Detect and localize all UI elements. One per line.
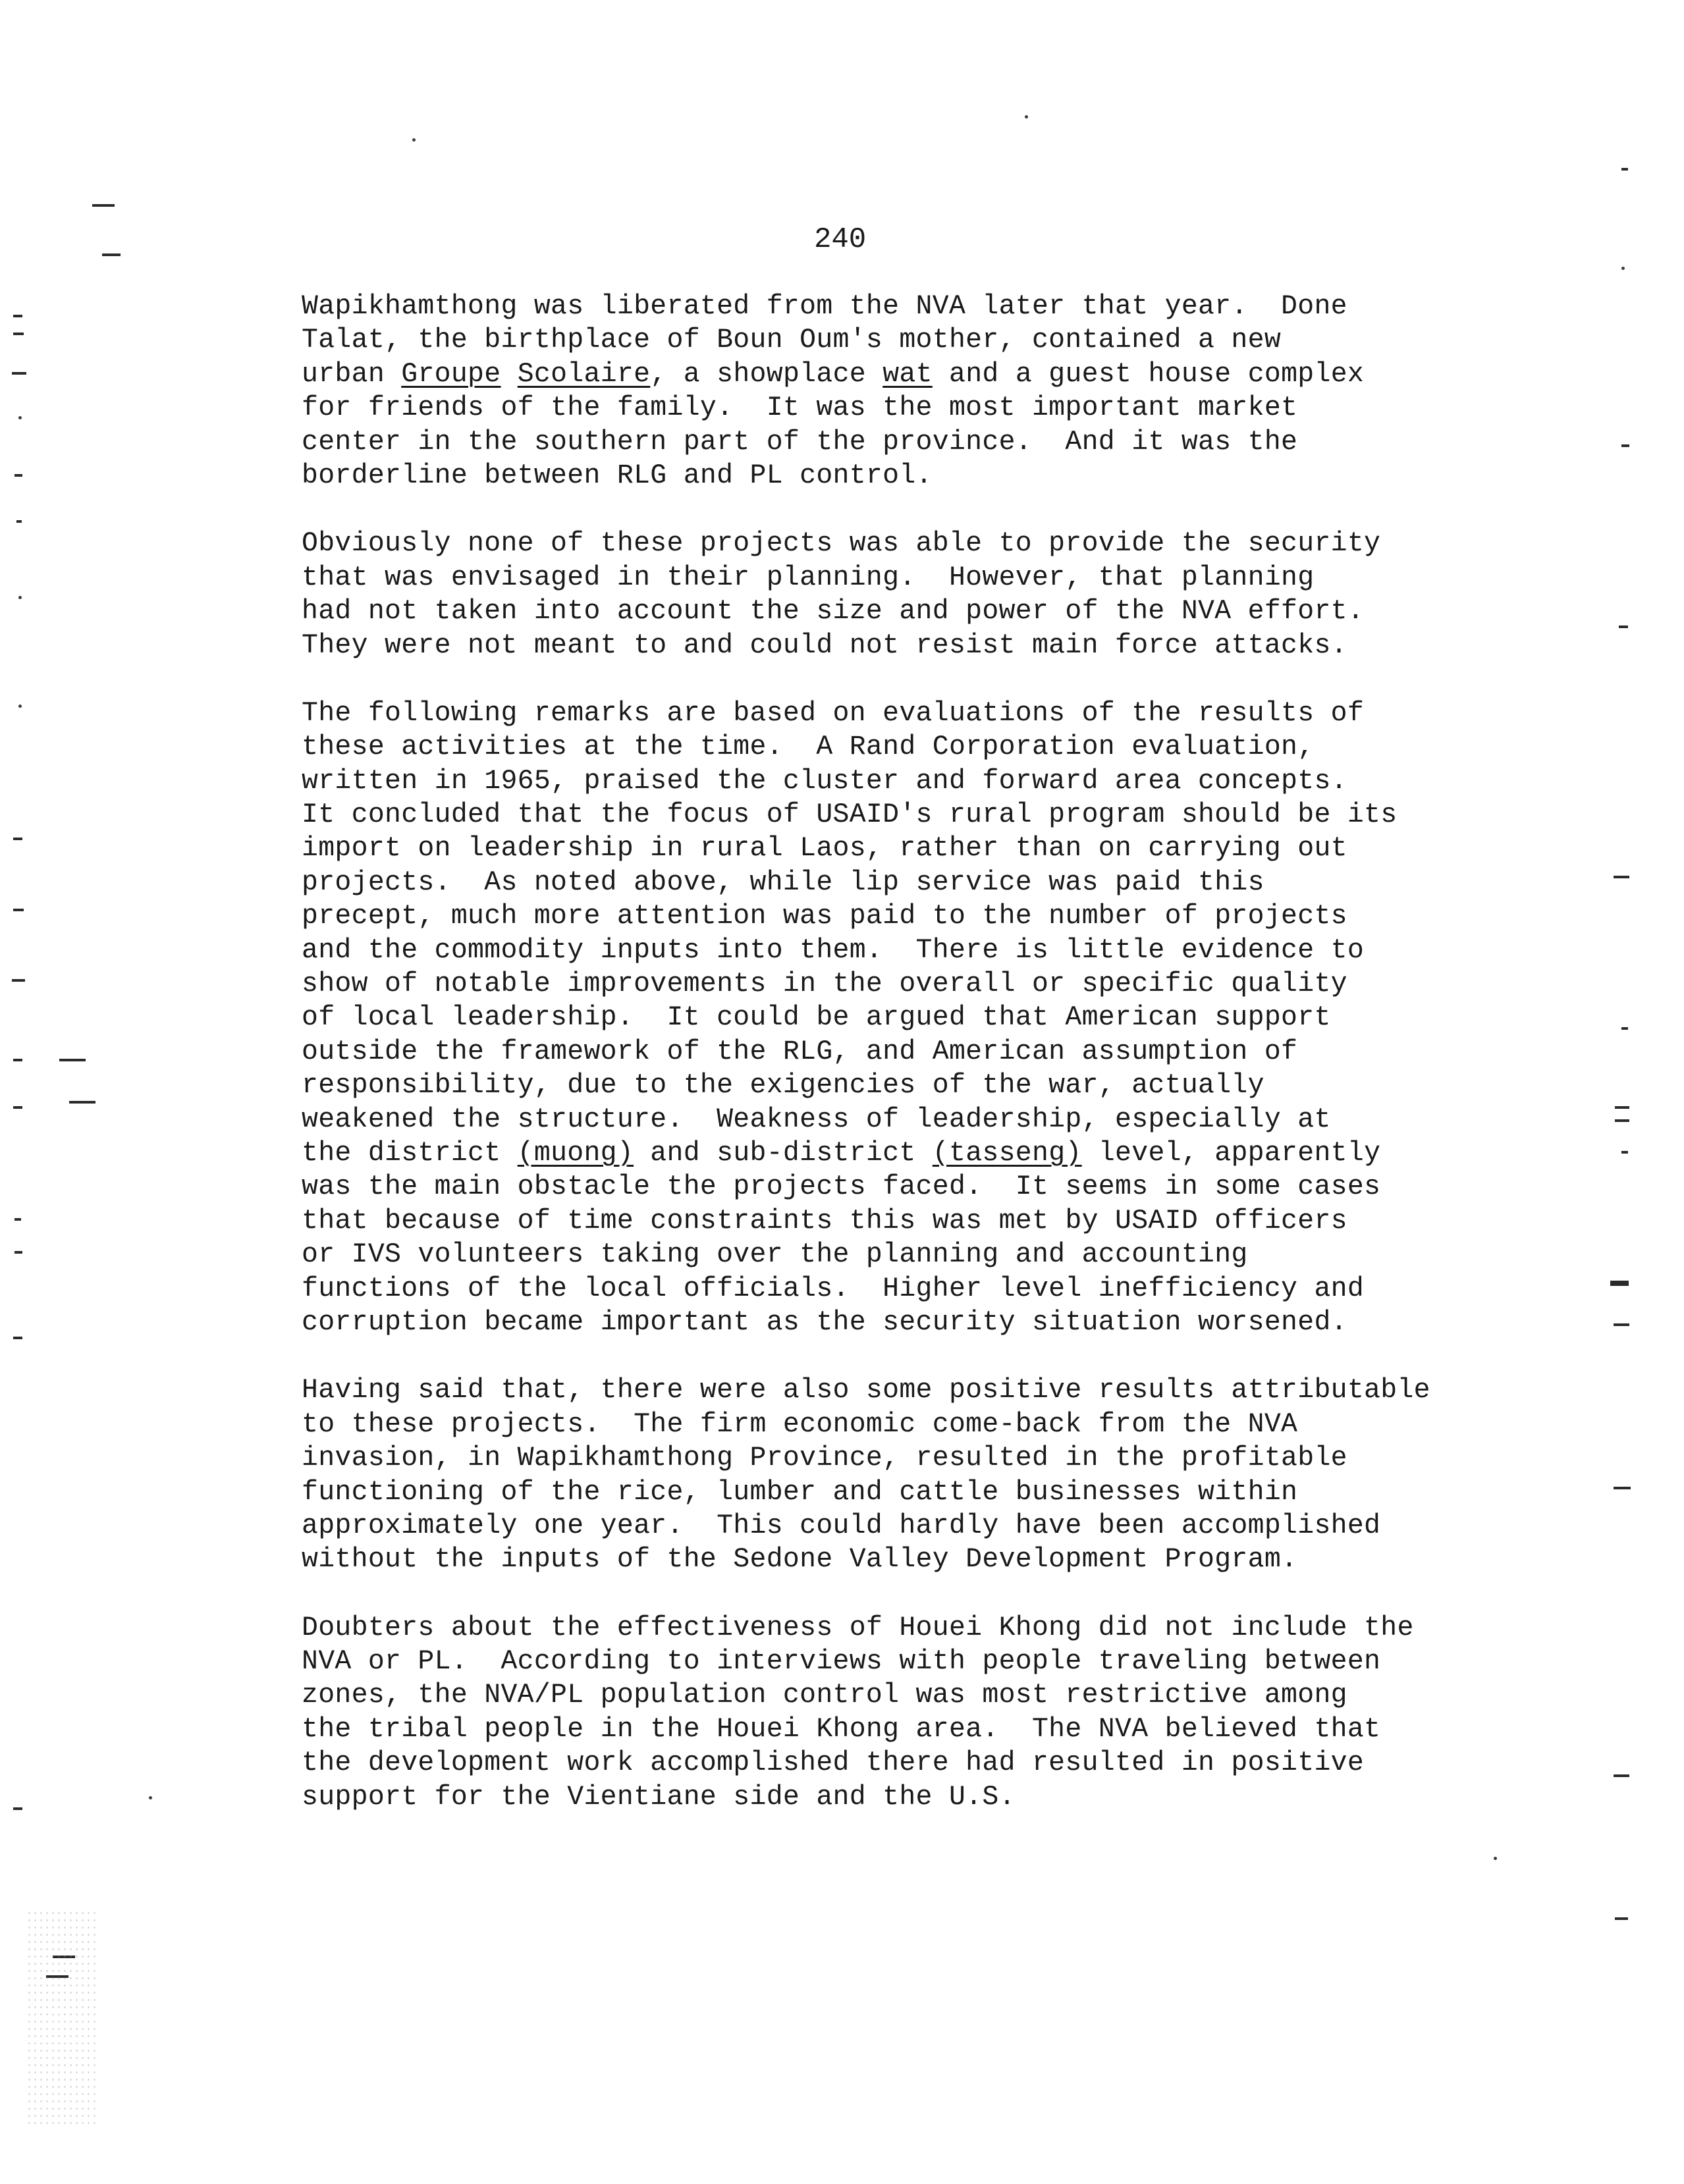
text-line (302, 391, 1461, 425)
text-line (302, 697, 1461, 730)
text-line (302, 1204, 1461, 1238)
text-run: without the inputs of the Sedone Valley Development Program. (302, 1544, 1298, 1576)
margin-mark (1614, 876, 1629, 878)
margin-mark (14, 1218, 21, 1221)
text-run: zones, the NVA/PL population control was most restrictive among (302, 1680, 1347, 1711)
margin-mark (1621, 1027, 1628, 1030)
underlined-term: wat (883, 358, 933, 390)
text-line (302, 866, 1461, 899)
text-line (302, 1713, 1461, 1746)
text-line (302, 459, 1461, 493)
text-run: the development work accomplished there had resulted in positive (302, 1747, 1365, 1779)
text-line (302, 1170, 1461, 1204)
margin-mark (1615, 1917, 1628, 1920)
text-line (302, 1645, 1461, 1678)
margin-dot (1025, 115, 1028, 119)
text-run: import on leadership in rural Laos, rather than on carrying out (302, 833, 1347, 865)
margin-mark (1614, 1487, 1631, 1489)
text-run: urban (302, 358, 402, 390)
text-run: of local leadership. It could be argued that American support (302, 1002, 1331, 1034)
margin-mark (1621, 168, 1628, 171)
text-run: and a guest house complex (932, 358, 1365, 390)
text-line (302, 1306, 1461, 1339)
text-run: the tribal people in the Houei Khong area. The NVA believed that (302, 1713, 1381, 1745)
text-run: Doubters about the effectiveness of Houei Khong did not include the (302, 1612, 1414, 1643)
text-line (302, 358, 1461, 391)
text-line (302, 1069, 1461, 1102)
text-run: that because of time constraints this was met by USAID officers (302, 1205, 1347, 1237)
text-line (302, 1509, 1461, 1543)
text-run: projects. As noted above, while lip service was paid this (302, 866, 1264, 898)
margin-mark (92, 204, 115, 207)
text-run: functioning of the rice, lumber and cattle businesses within (302, 1476, 1298, 1508)
text-run: to these projects. The firm economic come-back from the NVA (302, 1408, 1298, 1440)
text-run: It concluded that the focus of USAID's rural program should be its (302, 799, 1398, 831)
margin-mark (14, 474, 22, 477)
margin-mark (59, 1059, 86, 1061)
text-run: , a showplace (650, 358, 883, 390)
text-run: these activities at the time. A Rand Corporation evaluation, (302, 732, 1315, 763)
margin-dot (1494, 1857, 1497, 1860)
margin-mark (13, 1059, 22, 1061)
text-run: The following remarks are based on evaluations of the results of (302, 697, 1365, 729)
text-run: that was envisaged in their planning. However, that planning (302, 562, 1315, 593)
text-line (302, 629, 1461, 662)
document-body (302, 290, 1461, 1848)
text-line (302, 730, 1461, 764)
text-line (302, 1373, 1461, 1407)
text-line (302, 798, 1461, 832)
text-line (302, 290, 1461, 323)
text-run: written in 1965, praised the cluster and forward area concepts. (302, 765, 1347, 797)
text-run: Obviously none of these projects was able to provide the security (302, 528, 1381, 560)
margin-mark (1614, 1323, 1629, 1326)
underlined-term: (tasseng) (932, 1137, 1082, 1169)
margin-mark (102, 253, 121, 256)
margin-mark (12, 372, 26, 375)
text-run: Talat, the birthplace of Boun Oum's mother, contained a new (302, 325, 1282, 356)
text-run: outside the framework of the RLG, and American assumption of (302, 1036, 1298, 1067)
text-line (302, 1780, 1461, 1814)
margin-dot (18, 416, 22, 419)
text-line (302, 1103, 1461, 1136)
paragraph (302, 527, 1461, 662)
text-run: was the main obstacle the projects faced. It seems in some cases (302, 1171, 1381, 1203)
text-run: show of notable improvements in the overall or specific quality (302, 969, 1347, 1000)
text-run: support for the Vientiane side and the U.S. (302, 1781, 1016, 1813)
margin-mark (13, 315, 22, 317)
margin-dot (149, 1796, 152, 1799)
text-line (302, 1678, 1461, 1712)
margin-mark (13, 838, 22, 840)
text-line (302, 832, 1461, 865)
margin-mark (14, 1251, 22, 1254)
text-line (302, 1238, 1461, 1271)
paragraph (302, 697, 1461, 1339)
text-run: Wapikhamthong was liberated from the NVA later that year. Done (302, 291, 1347, 322)
text-line (302, 1543, 1461, 1576)
text-line (302, 967, 1461, 1001)
text-run: had not taken into account the size and power of the NVA effort. (302, 596, 1365, 627)
paragraph (302, 1611, 1461, 1814)
text-line (302, 323, 1461, 357)
text-run: for friends of the family. It was the most important market (302, 392, 1298, 424)
margin-mark (1615, 1106, 1629, 1109)
text-line (302, 764, 1461, 798)
page-number: 240 (814, 223, 867, 256)
margin-mark (13, 1106, 22, 1109)
margin-dot (412, 138, 416, 142)
margin-mark (1621, 444, 1629, 447)
text-run (501, 359, 517, 390)
underlined-term: Scolaire (517, 358, 651, 390)
text-line (302, 1035, 1461, 1069)
text-line (302, 561, 1461, 595)
text-run: level, apparently (1081, 1137, 1381, 1169)
text-run: approximately one year. This could hardly have been accomplished (302, 1510, 1381, 1541)
paragraph (302, 1373, 1461, 1576)
text-line (302, 425, 1461, 459)
text-line (302, 1611, 1461, 1645)
text-line (302, 934, 1461, 967)
text-line (302, 1272, 1461, 1306)
margin-mark (13, 1337, 22, 1339)
text-run: functions of the local officials. Higher level inefficiency and (302, 1273, 1365, 1304)
margin-mark (1614, 1774, 1629, 1777)
underlined-term: (muong) (517, 1137, 634, 1169)
text-line (302, 1441, 1461, 1475)
text-run: center in the southern part of the province. And it was the (302, 426, 1298, 458)
text-run: corruption became important as the security situation worsened. (302, 1306, 1347, 1338)
text-run: borderline between RLG and PL control. (302, 460, 933, 491)
margin-mark (1610, 1281, 1629, 1286)
margin-dot (18, 596, 22, 599)
margin-mark (12, 979, 25, 982)
text-run: the district (302, 1137, 518, 1169)
text-run: NVA or PL. According to interviews with people traveling between (302, 1646, 1381, 1678)
margin-mark (1615, 1119, 1629, 1122)
text-run: and sub-district (634, 1137, 933, 1169)
text-run: invasion, in Wapikhamthong Province, resulted in the profitable (302, 1443, 1347, 1474)
margin-dot (18, 705, 22, 708)
text-line (302, 595, 1461, 628)
scan-noise (26, 1909, 99, 2127)
text-line (302, 1746, 1461, 1780)
text-line (302, 1476, 1461, 1509)
text-line (302, 899, 1461, 933)
margin-mark (13, 909, 24, 911)
margin-mark (1621, 1151, 1628, 1154)
margin-mark (13, 333, 24, 335)
margin-mark (16, 520, 22, 523)
margin-mark (69, 1101, 95, 1104)
text-run: and the commodity inputs into them. There is little evidence to (302, 934, 1365, 966)
text-run: weakened the structure. Weakness of leadership, especially at (302, 1104, 1331, 1135)
text-run: responsibility, due to the exigencies of the war, actually (302, 1070, 1264, 1102)
text-run: or IVS volunteers taking over the planning and accounting (302, 1239, 1248, 1271)
text-line (302, 1408, 1461, 1441)
underlined-term: Groupe (401, 358, 501, 390)
paragraph (302, 290, 1461, 493)
text-line (302, 527, 1461, 560)
margin-mark (13, 1807, 22, 1810)
text-run: precept, much more attention was paid to the number of projects (302, 901, 1347, 932)
text-line (302, 1136, 1461, 1170)
text-run: Having said that, there were also some positive results attributable (302, 1375, 1430, 1406)
margin-mark (1619, 626, 1628, 628)
text-run: They were not meant to and could not resist main force attacks. (302, 629, 1347, 661)
margin-dot (1621, 267, 1625, 270)
text-line (302, 1001, 1461, 1034)
